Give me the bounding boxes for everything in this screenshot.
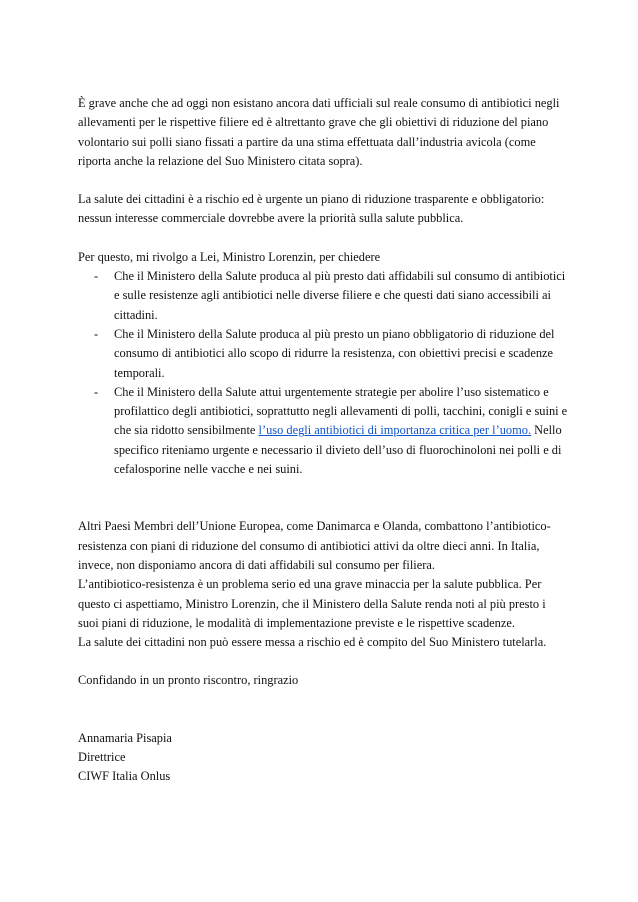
paragraph-spacer: [78, 229, 568, 248]
request-text: Che il Ministero della Salute produca al più presto dati affidabili sul consumo di antibiotici e sulle resistenze agli antibiotici nelle diverse filiere e che questi dati siano accessibili ai cittadini.: [114, 269, 566, 322]
signature-role: Direttrice: [78, 750, 126, 765]
request-text: Che il Ministero della Salute produca al più presto un piano obbligatorio di riduzione del consumo di antibiotici allo scopo di ridurre la resistenza, con obiettivi precisi e scadenze temporali.: [114, 326, 555, 380]
paragraph-official-data: È grave anche che ad oggi non esistano ancora dati ufficiali sul reale consumo di antibiotici negli allevamenti per le rispettive filiere ed è altrettanto grave che gli obiettivi di riduzione del piano volontario sui polli siano fissati a partire da una stima effettuata dall’industria avicola (come riporta anche la relazione del Suo Ministero citata sopra).: [78, 96, 560, 168]
request-list: [78, 267, 568, 479]
request-item: [78, 267, 568, 325]
request-item: [78, 383, 568, 479]
request-item: [78, 325, 568, 383]
paragraph-spacer: [78, 479, 568, 517]
closing-line: Confidando in un pronto riscontro, ringrazio: [78, 673, 299, 688]
paragraph-spacer: [78, 171, 568, 190]
request-text-after-link: Nello specifico riteniamo urgente e necessario il divieto dell’uso di fluorochinoloni nei polli e di cefalosporine nelle vacche e nei suini.: [114, 423, 562, 477]
list-dash: -: [94, 384, 99, 399]
paragraph-spacer: [78, 652, 568, 671]
request-text-before-link: Che il Ministero della Salute attui urgentemente strategie per abolire l’uso sistematico e profilattico degli antibiotici, soprattutto negli allevamenti di polli, tacchini, conigli e suini e che sia ridotto sensibilmente: [114, 384, 568, 438]
request-intro: Per questo, mi rivolgo a Lei, Ministro Lorenzin, per chiedere: [78, 249, 381, 264]
paragraph-ministry-duty: La salute dei cittadini non può essere messa a rischio ed è compito del Suo Ministero tutelarla.: [78, 635, 547, 650]
signature-organization: CIWF Italia Onlus: [78, 769, 171, 784]
letter-body: [78, 94, 568, 787]
list-dash: -: [94, 269, 99, 284]
paragraph-public-health: La salute dei cittadini è a rischio ed è urgente un piano di riduzione trasparente e obbligatorio: nessun interesse commerciale dovrebbe avere la priorità sulla salute pubblica.: [78, 192, 545, 226]
list-dash: -: [94, 326, 99, 341]
critical-antibiotics-link[interactable]: l’uso degli antibiotici di importanza critica per l’uomo.: [258, 423, 532, 438]
paragraph-resistance-threat: L’antibiotico-resistenza è un problema serio ed una grave minaccia per la salute pubblica. Per questo ci aspettiamo, Ministro Lorenzin, che il Ministero della Salute renda noti al più presto i suoi piani di riduzione, le modalità di implementazione previste e le rispettive scadenze.: [78, 577, 546, 630]
paragraph-spacer: [78, 691, 568, 729]
paragraph-other-countries: Altri Paesi Membri dell’Unione Europea, come Danimarca e Olanda, combattono l’antibiotico-resistenza con piani di riduzione del consumo di antibiotici attivi da oltre dieci anni. In Italia, invece, non disponiamo ancora di dati affidabili sul consumo per filiera.: [78, 519, 551, 572]
signature-name: Annamaria Pisapia: [78, 730, 172, 745]
